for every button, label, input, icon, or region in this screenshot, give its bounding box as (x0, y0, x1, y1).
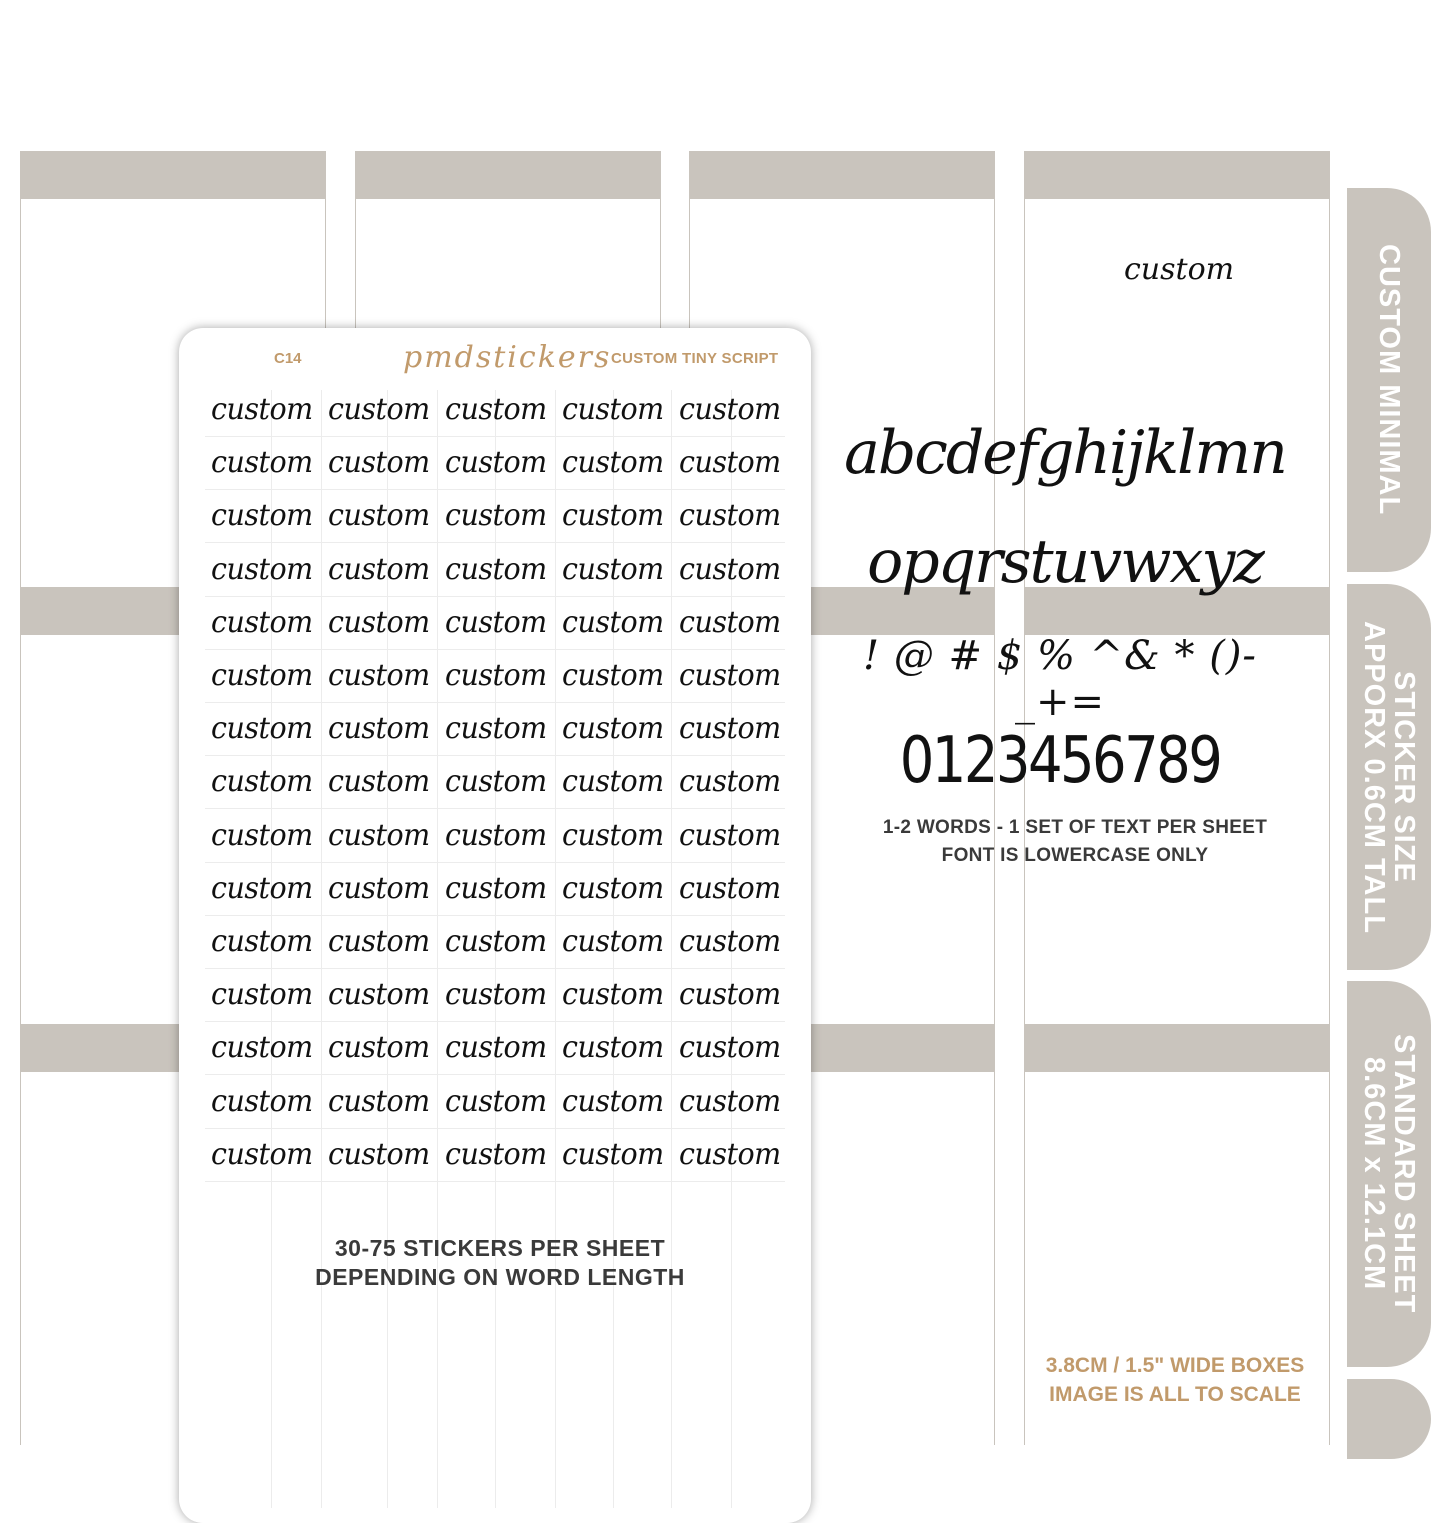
tab-custom-minimal[interactable] (1347, 188, 1431, 572)
sticker-word: custom (562, 924, 664, 959)
sticker-count-note (200, 1234, 800, 1292)
sticker-word: custom (328, 977, 430, 1012)
sticker-word: custom (328, 392, 430, 427)
sticker-word: custom (679, 1084, 781, 1119)
sticker-word: custom (562, 711, 664, 746)
sticker-word: custom (328, 1084, 430, 1119)
scale-note-line: 3.8CM / 1.5" WIDE BOXES (1045, 1354, 1305, 1377)
column-gap-band (1300, 587, 1324, 635)
sticker-word: custom (679, 977, 781, 1012)
sticker-word: custom (562, 1084, 664, 1119)
sticker-word: custom (328, 445, 430, 480)
tab-label: STANDARD SHEET 8.6CM x 12.1CM (1358, 1034, 1420, 1314)
sticker-word: custom (328, 1030, 430, 1065)
sticker-word: custom (328, 711, 430, 746)
sticker-word: custom (328, 764, 430, 799)
count-note-line: DEPENDING ON WORD LENGTH (315, 1264, 685, 1290)
sticker-word: custom (562, 764, 664, 799)
sticker-word: custom (562, 871, 664, 906)
sticker-word: custom (679, 392, 781, 427)
sticker-word: custom (211, 605, 313, 640)
count-note-line: 30-75 STICKERS PER SHEET (334, 1235, 666, 1261)
grid-line (205, 968, 785, 969)
font-preview-lowercase-1: abcdefghijklmn (844, 418, 1286, 488)
sticker-word: custom (211, 764, 313, 799)
sticker-word: custom (328, 605, 430, 640)
sticker-word: custom (445, 445, 547, 480)
sticker-word: custom (328, 871, 430, 906)
font-rule-line: 1-2 WORDS - 1 SET OF TEXT PER SHEET (882, 817, 1268, 838)
planner-column-4 (1024, 151, 1330, 1445)
brand-logo: pmdstickers (403, 340, 612, 375)
font-rule-line: FONT IS LOWERCASE ONLY (941, 845, 1209, 866)
sticker-word: custom (328, 924, 430, 959)
grid-line (205, 1128, 785, 1129)
tab-sticker-size[interactable] (1347, 584, 1431, 970)
sticker-word: custom (562, 498, 664, 533)
font-preview-digits: 0123456789 (899, 724, 1221, 798)
grid-line (205, 1181, 785, 1182)
sticker-word: custom (211, 924, 313, 959)
grid-line (205, 596, 785, 597)
sticker-grid (205, 390, 785, 1508)
sticker-word: custom (445, 924, 547, 959)
sticker-word: custom (679, 711, 781, 746)
sticker-word: custom (211, 552, 313, 587)
sticker-word: custom (562, 1137, 664, 1172)
tab-label: CUSTOM MINIMAL (1373, 244, 1405, 516)
sticker-word: custom (562, 658, 664, 693)
grid-line (437, 390, 438, 1508)
sticker-word: custom (679, 552, 781, 587)
font-preview-symbols: ! @ # $ % ^& * ()-_+= (863, 633, 1257, 725)
sticker-word: custom (211, 445, 313, 480)
column-header-band (1025, 151, 1329, 199)
sticker-word: custom (679, 1137, 781, 1172)
grid-line (205, 915, 785, 916)
sticker-word: custom (445, 658, 547, 693)
grid-line (671, 390, 672, 1508)
sheet-title: CUSTOM TINY SCRIPT (611, 350, 779, 367)
sticker-word: custom (211, 711, 313, 746)
sticker-word: custom (445, 1137, 547, 1172)
sticker-word: custom (445, 392, 547, 427)
sticker-word: custom (562, 977, 664, 1012)
sticker-word: custom (445, 764, 547, 799)
grid-line (205, 862, 785, 863)
column-header-band (356, 151, 660, 199)
sticker-word: custom (328, 552, 430, 587)
sticker-word: custom (562, 818, 664, 853)
sticker-word: custom (679, 1030, 781, 1065)
grid-line (205, 1074, 785, 1075)
font-preview-lowercase-2: opqrstuvwxyz (867, 527, 1263, 597)
sticker-word: custom (679, 605, 781, 640)
sticker-word: custom (211, 818, 313, 853)
column-header-band (690, 151, 994, 199)
sticker-word: custom (679, 924, 781, 959)
sticker-word: custom (211, 392, 313, 427)
sticker-word: custom (562, 445, 664, 480)
column-header-band (21, 151, 325, 199)
sticker-word: custom (211, 1137, 313, 1172)
sticker-sheet (179, 328, 811, 1523)
column-divider-band (1025, 1024, 1329, 1072)
sticker-word: custom (211, 498, 313, 533)
sticker-word: custom (328, 1137, 430, 1172)
sticker-word: custom (679, 871, 781, 906)
sticker-word: custom (445, 871, 547, 906)
scale-note-line: IMAGE IS ALL TO SCALE (1049, 1383, 1301, 1406)
tab-standard-sheet[interactable] (1347, 981, 1431, 1367)
grid-line (205, 808, 785, 809)
sticker-word: custom (211, 658, 313, 693)
sticker-word: custom (679, 818, 781, 853)
sticker-word: custom (328, 498, 430, 533)
sticker-word: custom (445, 977, 547, 1012)
sticker-word: custom (679, 498, 781, 533)
sticker-word: custom (211, 1030, 313, 1065)
sample-custom-word: custom (1124, 252, 1235, 287)
grid-line (205, 1021, 785, 1022)
sticker-word: custom (211, 871, 313, 906)
sticker-word: custom (445, 1084, 547, 1119)
sticker-word: custom (445, 498, 547, 533)
grid-line (555, 390, 556, 1508)
sticker-word: custom (328, 818, 430, 853)
sticker-word: custom (679, 445, 781, 480)
sticker-word: custom (328, 658, 430, 693)
sticker-word: custom (445, 605, 547, 640)
sticker-word: custom (445, 1030, 547, 1065)
grid-line (205, 649, 785, 650)
sheet-header (179, 340, 811, 382)
sticker-word: custom (445, 818, 547, 853)
font-rules (840, 814, 1310, 870)
sticker-word: custom (562, 1030, 664, 1065)
grid-line (205, 702, 785, 703)
grid-line (205, 489, 785, 490)
tab-label: STICKER SIZE APPORX 0.6CM TALL (1358, 620, 1420, 934)
sticker-word: custom (679, 658, 781, 693)
scale-note (1020, 1351, 1330, 1409)
grid-line (205, 542, 785, 543)
sticker-word: custom (445, 711, 547, 746)
sticker-word: custom (211, 977, 313, 1012)
sticker-word: custom (562, 552, 664, 587)
grid-line (321, 390, 322, 1508)
sticker-word: custom (562, 605, 664, 640)
grid-line (205, 436, 785, 437)
tab-partial[interactable] (1347, 1379, 1431, 1459)
sheet-code: C14 (274, 350, 302, 367)
sticker-word: custom (211, 1084, 313, 1119)
grid-line (205, 755, 785, 756)
sticker-word: custom (562, 392, 664, 427)
sticker-word: custom (679, 764, 781, 799)
sticker-word: custom (445, 552, 547, 587)
